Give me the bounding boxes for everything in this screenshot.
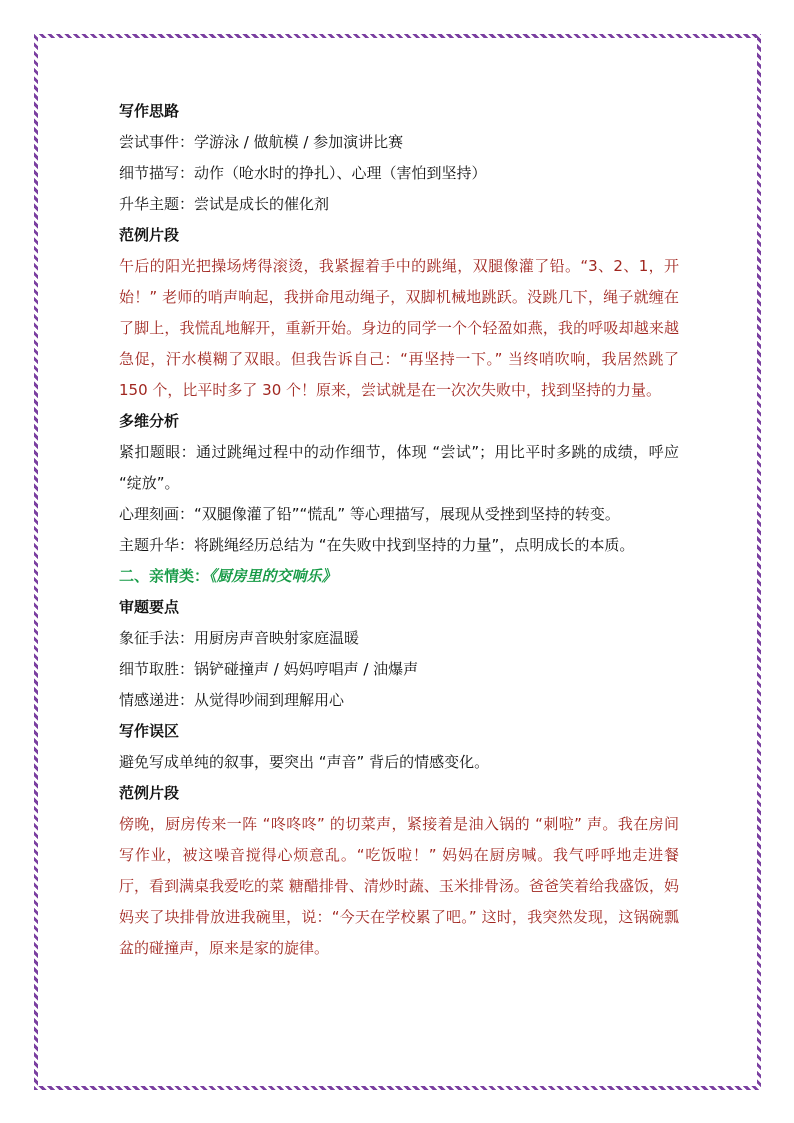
review-line: 细节取胜：锅铲碰撞声 / 妈妈哼唱声 / 油爆声 bbox=[119, 660, 419, 678]
writing-idea-line: 细节描写：动作（呛水时的挣扎）、心理（害怕到坚持） bbox=[119, 164, 487, 182]
analysis-heading: 多维分析 bbox=[119, 412, 180, 430]
review-heading: 审题要点 bbox=[119, 598, 180, 616]
analysis-line: 紧扣题眼：通过跳绳过程中的动作细节，体现 “尝试”；用比平时多跳的成绩，呼应 “绽放”。 bbox=[119, 443, 679, 492]
example-paragraph: 傍晚，厨房传来一阵 “咚咚咚” 的切菜声，紧接着是油入锅的 “刺啦” 声。我在房间写作业，被这噪音搅得心烦意乱。“吃饭啦！” 妈妈在厨房喊。我气呼呼地走进餐厅，看到满桌我爱吃的菜 糖醋排骨、清炒时蔬、玉米排骨汤。爸爸笑着给我盛饭，妈妈夹了块排骨放进我碗里，说：“今天在学校累了吧。” 这时，我突然发现，这锅碗瓢盆的碰撞声，原来是家的旋律。 bbox=[119, 815, 679, 957]
analysis-line: 心理刻画：“双腿像灌了铅”“慌乱” 等心理描写，展现从受挫到坚持的转变。 bbox=[119, 505, 620, 523]
document-body bbox=[119, 96, 679, 964]
example-heading: 范例片段 bbox=[119, 784, 180, 802]
section-heading-title: 《厨房里的交响乐》 bbox=[209, 567, 337, 585]
review-line: 情感递进：从觉得吵闹到理解用心 bbox=[119, 691, 345, 709]
section-heading bbox=[119, 561, 679, 592]
mistake-heading: 写作误区 bbox=[119, 722, 180, 740]
example-heading: 范例片段 bbox=[119, 226, 180, 244]
writing-idea-line: 尝试事件：学游泳 / 做航模 / 参加演讲比赛 bbox=[119, 133, 404, 151]
writing-ideas-heading: 写作思路 bbox=[119, 102, 180, 120]
analysis-line: 主题升华：将跳绳经历总结为 “在失败中找到坚持的力量”，点明成长的本质。 bbox=[119, 536, 635, 554]
writing-idea-line: 升华主题：尝试是成长的催化剂 bbox=[119, 195, 330, 213]
review-line: 象征手法：用厨房声音映射家庭温暖 bbox=[119, 629, 360, 647]
mistake-line: 避免写成单纯的叙事，要突出 “声音” 背后的情感变化。 bbox=[119, 753, 490, 771]
section-heading-prefix: 二、亲情类： bbox=[119, 567, 210, 585]
example-paragraph: 午后的阳光把操场烤得滚烫，我紧握着手中的跳绳，双腿像灌了铅。“3、2、1，开始！” 老师的哨声响起，我拼命甩动绳子，双脚机械地跳跃。没跳几下，绳子就缠在了脚上，我慌乱地解开，重新开始。身边的同学一个个轻盈如燕，我的呼吸却越来越急促，汗水模糊了双眼。但我告诉自己：“再坚持一下。” 当终哨吹响，我居然跳了 150 个，比平时多了 30 个！原来，尝试就是在一次次失败中，找到坚持的力量。 bbox=[119, 257, 679, 399]
